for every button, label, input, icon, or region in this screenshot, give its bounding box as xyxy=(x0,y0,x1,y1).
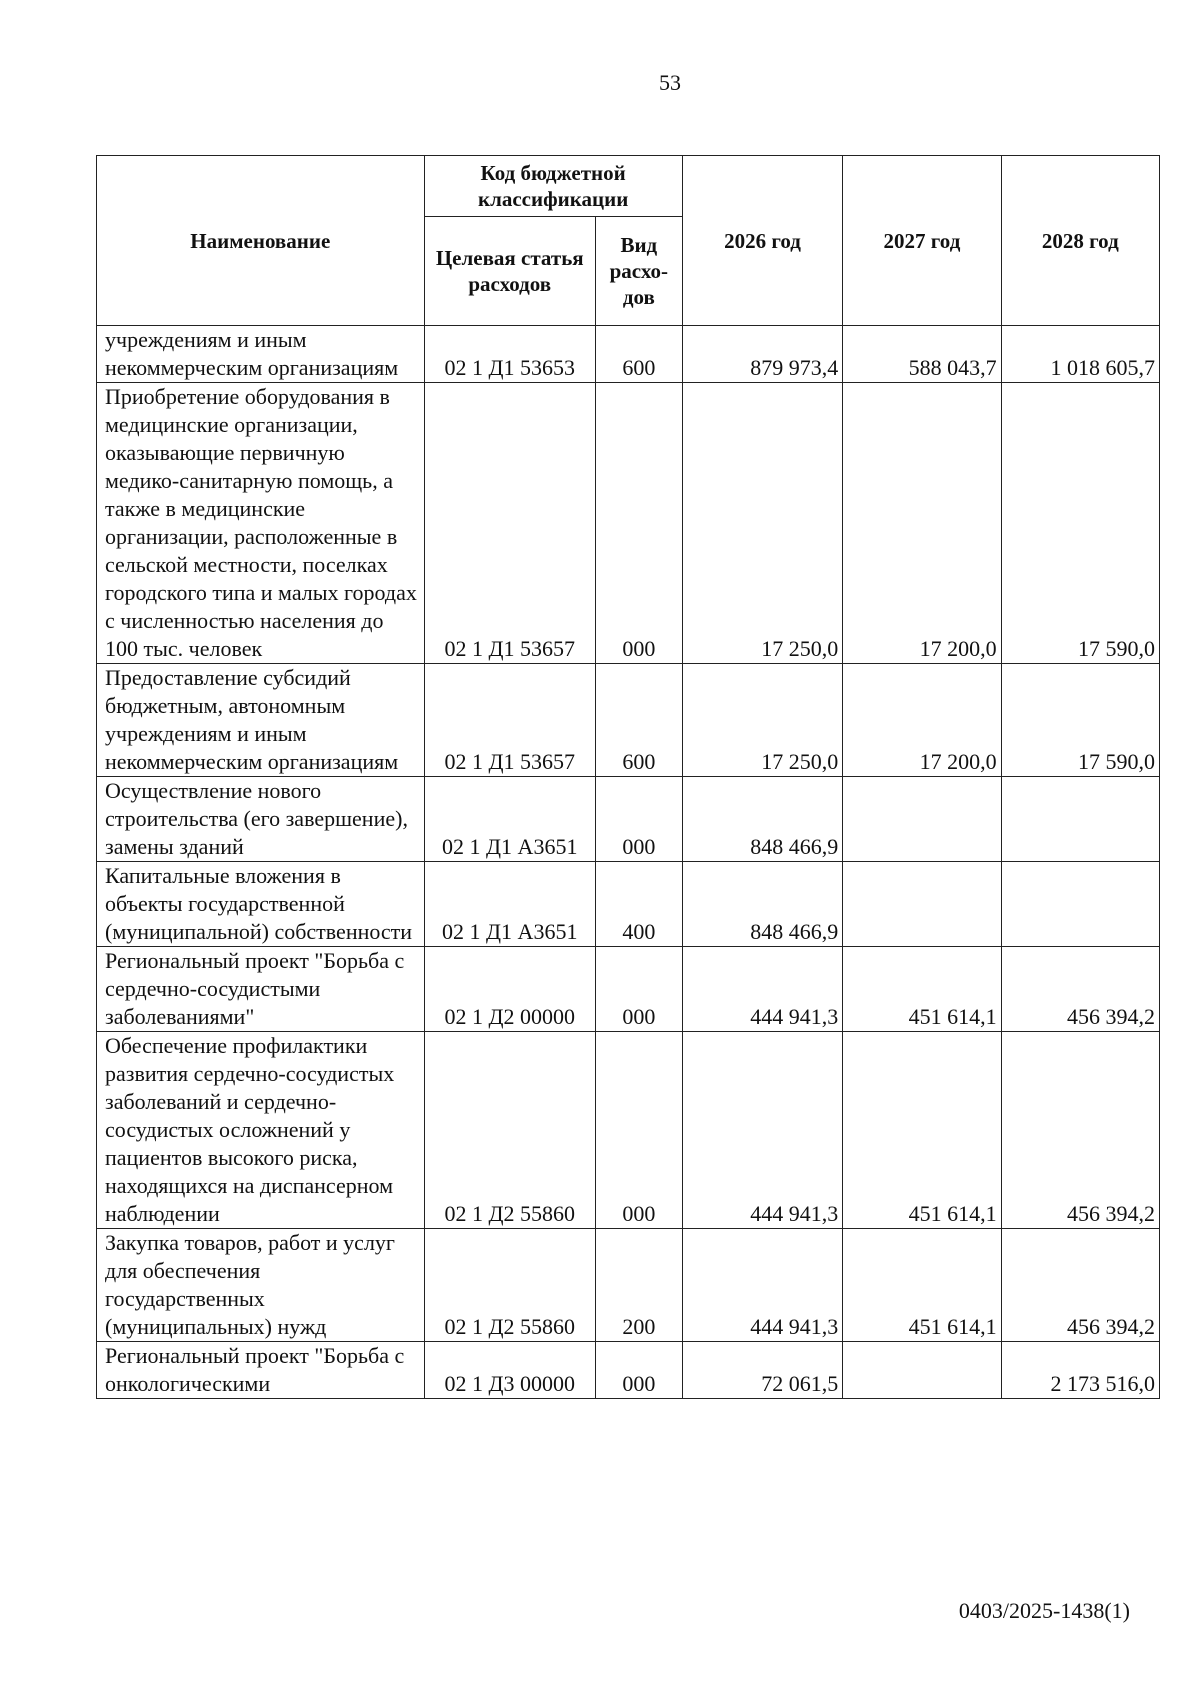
row-type: 400 xyxy=(595,862,682,947)
header-year-2028: 2028 год xyxy=(1001,156,1159,326)
document-registration-code: 0403/2025-1438(1) xyxy=(958,1598,1130,1623)
row-2026: 848 466,9 xyxy=(682,777,843,862)
row-2028: 456 394,2 xyxy=(1001,1229,1159,1342)
row-2028: 456 394,2 xyxy=(1001,1032,1159,1229)
row-code: 02 1 Д1 А3651 xyxy=(424,777,595,862)
row-name: Предоставление субсидий бюджетным, автономным учреждениям и иным некоммерческим организациям xyxy=(97,664,425,777)
row-2026: 17 250,0 xyxy=(682,383,843,664)
header-code-group: Код бюджетной классификации xyxy=(424,156,682,217)
row-name: Капитальные вложения в объекты государственной (муниципальной) собственности xyxy=(97,862,425,947)
row-name: Закупка товаров, работ и услуг для обеспечения государственных (муниципальных) нужд xyxy=(97,1229,425,1342)
row-2027 xyxy=(843,777,1001,862)
row-2026: 72 061,5 xyxy=(682,1342,843,1399)
row-2027: 588 043,7 xyxy=(843,326,1001,383)
row-2026: 444 941,3 xyxy=(682,1032,843,1229)
row-type: 200 xyxy=(595,1229,682,1342)
row-code: 02 1 Д2 55860 xyxy=(424,1032,595,1229)
row-2027: 17 200,0 xyxy=(843,383,1001,664)
row-2026: 444 941,3 xyxy=(682,947,843,1032)
row-name: Региональный проект "Борьба с сердечно-сосудистыми заболеваниями" xyxy=(97,947,425,1032)
row-name: Региональный проект "Борьба с онкологическими xyxy=(97,1342,425,1399)
row-2027: 451 614,1 xyxy=(843,947,1001,1032)
header-target-article: Целевая статья расходов xyxy=(424,217,595,326)
row-2028: 2 173 516,0 xyxy=(1001,1342,1159,1399)
row-2028 xyxy=(1001,777,1159,862)
header-expense-type: Вид расхо-дов xyxy=(595,217,682,326)
row-name: Осуществление нового строительства (его завершение), замены зданий xyxy=(97,777,425,862)
table-row xyxy=(97,1229,1160,1342)
row-2026: 17 250,0 xyxy=(682,664,843,777)
row-2027 xyxy=(843,862,1001,947)
row-type: 000 xyxy=(595,383,682,664)
row-2027 xyxy=(843,1342,1001,1399)
row-code: 02 1 Д1 53653 xyxy=(424,326,595,383)
row-2027: 451 614,1 xyxy=(843,1229,1001,1342)
row-code: 02 1 Д1 53657 xyxy=(424,383,595,664)
row-type: 000 xyxy=(595,1032,682,1229)
table-row xyxy=(97,664,1160,777)
row-2028: 1 018 605,7 xyxy=(1001,326,1159,383)
row-code: 02 1 Д1 А3651 xyxy=(424,862,595,947)
row-name: Приобретение оборудования в медицинские организации, оказывающие первичную медико-санитарную помощь, а также в медицинские организации, расположенные в сельской местности, поселках городского типа и малых городах с численностью населения до 100 тыс. человек xyxy=(97,383,425,664)
header-row-1 xyxy=(97,156,1160,217)
budget-table xyxy=(96,155,1160,1399)
header-year-2026: 2026 год xyxy=(682,156,843,326)
row-2026: 879 973,4 xyxy=(682,326,843,383)
table-row xyxy=(97,947,1160,1032)
header-name: Наименование xyxy=(97,156,425,326)
row-2028: 456 394,2 xyxy=(1001,947,1159,1032)
header-year-2027: 2027 год xyxy=(843,156,1001,326)
page-number: 53 xyxy=(659,70,681,95)
row-2027: 451 614,1 xyxy=(843,1032,1001,1229)
table-row xyxy=(97,1032,1160,1229)
table-row xyxy=(97,777,1160,862)
row-2028: 17 590,0 xyxy=(1001,383,1159,664)
row-2028: 17 590,0 xyxy=(1001,664,1159,777)
row-2026: 848 466,9 xyxy=(682,862,843,947)
row-code: 02 1 Д3 00000 xyxy=(424,1342,595,1399)
table-row xyxy=(97,1342,1160,1399)
row-type: 600 xyxy=(595,664,682,777)
row-2027: 17 200,0 xyxy=(843,664,1001,777)
table-row xyxy=(97,326,1160,383)
row-name: Обеспечение профилактики развития сердечно-сосудистых заболеваний и сердечно-сосудистых осложнений у пациентов высокого риска, находящихся на диспансерном наблюдении xyxy=(97,1032,425,1229)
row-2028 xyxy=(1001,862,1159,947)
row-code: 02 1 Д2 55860 xyxy=(424,1229,595,1342)
row-type: 000 xyxy=(595,1342,682,1399)
row-type: 000 xyxy=(595,777,682,862)
row-code: 02 1 Д2 00000 xyxy=(424,947,595,1032)
row-name: учреждениям и иным некоммерческим организациям xyxy=(97,326,425,383)
row-type: 000 xyxy=(595,947,682,1032)
row-2026: 444 941,3 xyxy=(682,1229,843,1342)
table-row xyxy=(97,383,1160,664)
table-row xyxy=(97,862,1160,947)
row-type: 600 xyxy=(595,326,682,383)
row-code: 02 1 Д1 53657 xyxy=(424,664,595,777)
